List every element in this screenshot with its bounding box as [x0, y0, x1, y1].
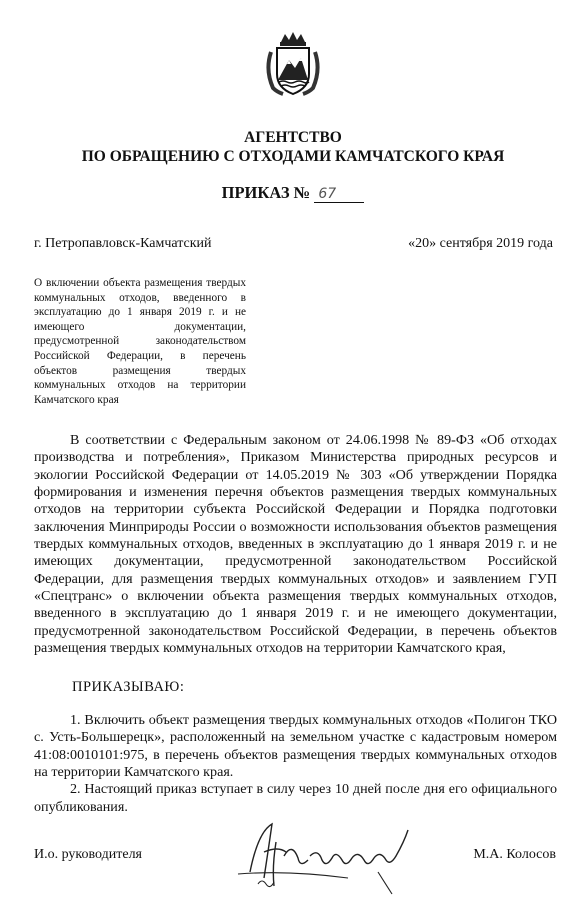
agency-name [0, 128, 586, 166]
order-item-1: 1. Включить объект размещения твердых коммунальных отходов «Полигон ТКО с. Усть-Большерецк», расположенный на земельном участке с кадастровым номером 41:08:0010101:975, в перечень объектов размещения твердых коммунальных отходов на территории Камчатского края. [34, 712, 557, 781]
kamchatka-coat-of-arms-icon [263, 30, 323, 100]
order-heading [0, 183, 586, 203]
order-subject: О включении объекта размещения твердых коммунальных отходов, введенного в эксплуатацию до 1 января 2019 г. и не имеющего документации, предусмотренной законодательством Российской Федерации, в перечень объектов размещения твердых коммунальных отходов на территории Камчатского края [34, 277, 246, 406]
order-items [34, 712, 557, 816]
preamble-text: В соответствии с Федеральным законом от 24.06.1998 № 89-ФЗ «Об отходах производства и потребления», Приказом Министерства природных ресурсов и экологии Российской Федерации от 14.05.2019 № 303 «Об утверждении Порядка формирования и изменения перечня объектов размещения твердых коммунальных отходов на территории субъекта Российской Федерации и Порядка подготовки заключения Минприроды России о возможности использования объектов размещения твердых коммунальных отходов, введенных в эксплуатацию до 1 января 2019 г. и не имеющих документации, предусмотренной законодательством Российской Федерации, для размещения твердых коммунальных отходов» и заявлением ГУП «Спецтранс» о включении объекта размещения твердых коммунальных отходов, введенного в эксплуатацию до 1 января 2019 г. и не имеющего документации, предусмотренной законодательством Российской Федерации, в перечень объектов размещения твердых коммунальных отходов на территории Камчатского края, [34, 432, 557, 657]
place: г. Петропавловск-Камчатский [34, 236, 212, 251]
orders-word: ПРИКАЗЫВАЮ: [72, 679, 185, 695]
agency-line-2: ПО ОБРАЩЕНИЮ С ОТХОДАМИ КАМЧАТСКОГО КРАЯ [81, 148, 505, 165]
signer-title: И.о. руководителя [34, 847, 143, 862]
signer-name: М.А. Колосов [473, 847, 556, 862]
date: «20» сентября 2019 года [408, 236, 553, 251]
order-number: 67 [314, 186, 364, 203]
order-item-2: 2. Настоящий приказ вступает в силу через 10 дней после дня его официального опубликования. [34, 781, 557, 815]
handwritten-signature [228, 812, 420, 898]
agency-line-1: АГЕНТСТВО [244, 129, 342, 146]
order-label: ПРИКАЗ № [221, 183, 311, 202]
preamble [34, 432, 557, 657]
